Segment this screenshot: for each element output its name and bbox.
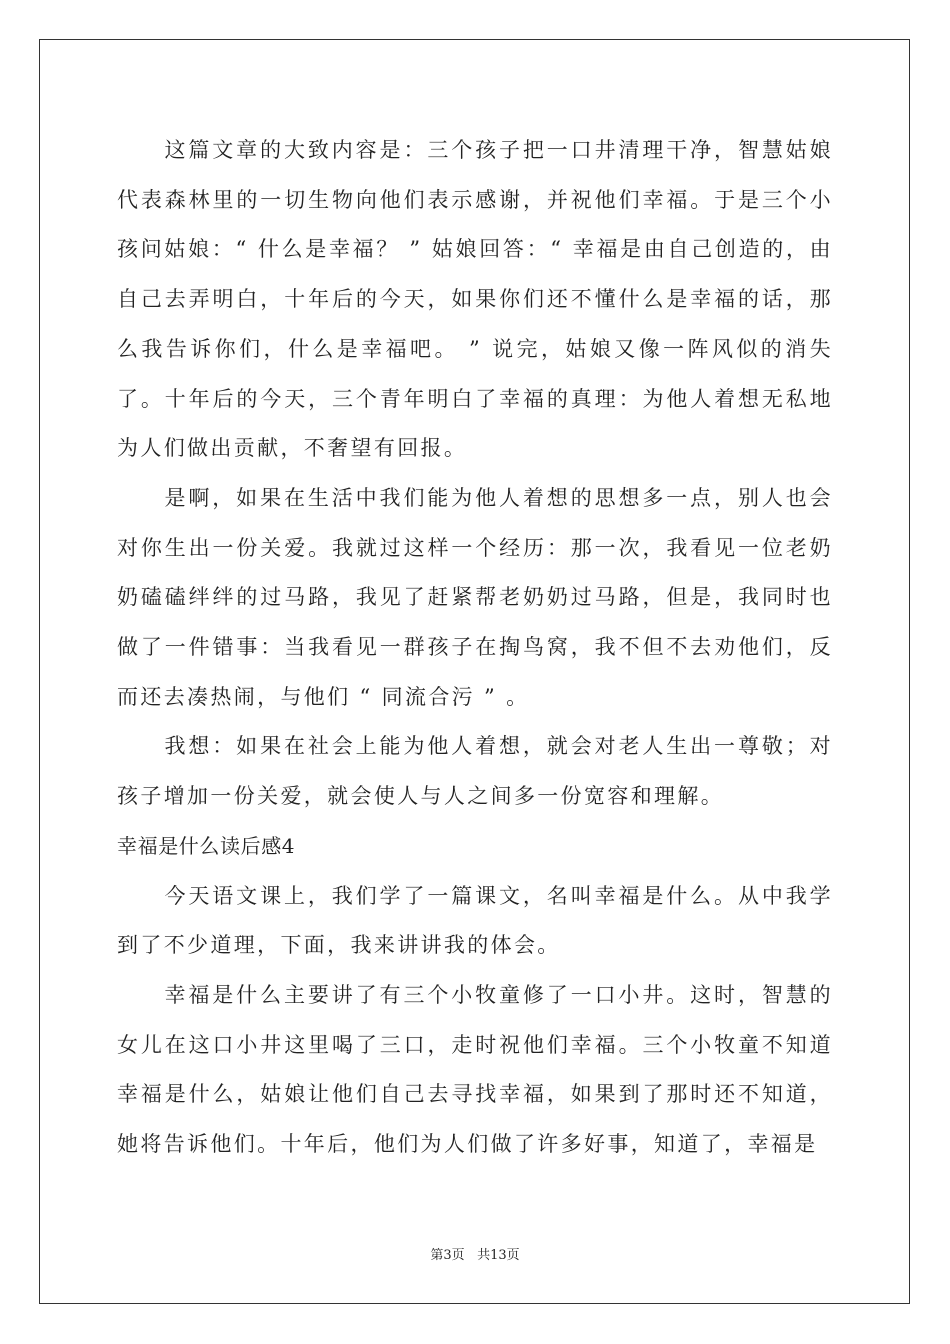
paragraph-5: 幸福是什么主要讲了有三个小牧童修了一口小井。这时，智慧的女儿在这口小井这里喝了三口，走时祝他们幸福。三个小牧童不知道幸福是什么，姑娘让他们自己去寻找幸福，如果到了那时还不知道，她将告诉他们。十年后，他们为人们做了许多好事，知道了，幸福是 — [117, 982, 833, 1157]
paragraph-1: 这篇文章的大致内容是：三个孩子把一口井清理干净，智慧姑娘代表森林里的一切生物向他们表示感谢，并祝他们幸福。于是三个小孩问姑娘：“ 什么是幸福？ ” 姑娘回答：“ 幸福是由自己创造的，由自己去弄明白，十年后的今天，如果你们还不懂什么是幸福的话，那么我告诉你们，什么是幸福吧。 ” 说完，姑娘又像一阵风似的消失了。十年后的今天，三个青年明白了幸福的真理：为他人着想无私地为人们做出贡献，不奢望有回报。 — [117, 138, 833, 461]
document-body — [117, 126, 833, 1170]
page-number: 第3页 — [430, 1248, 465, 1263]
section-heading: 幸福是什么读后感4 — [117, 833, 296, 858]
page-footer — [0, 1244, 950, 1263]
paragraph-3: 我想：如果在社会上能为他人着想，就会对老人生出一尊敬；对孩子增加一份关爱，就会使人与人之间多一份宽容和理解。 — [117, 734, 833, 809]
paragraph-4: 今天语文课上，我们学了一篇课文，名叫幸福是什么。从中我学到了不少道理，下面，我来讲讲我的体会。 — [117, 883, 833, 958]
paragraph-2: 是啊，如果在生活中我们能为他人着想的思想多一点，别人也会对你生出一份关爱。我就过这样一个经历：那一次，我看见一位老奶奶磕磕绊绊的过马路，我见了赶紧帮老奶奶过马路，但是，我同时也做了一件错事：当我看见一群孩子在掏鸟窝，我不但不去劝他们，反而还去凑热闹，与他们 “ 同流合污 ” 。 — [117, 485, 833, 709]
page-total: 共13页 — [477, 1248, 520, 1263]
